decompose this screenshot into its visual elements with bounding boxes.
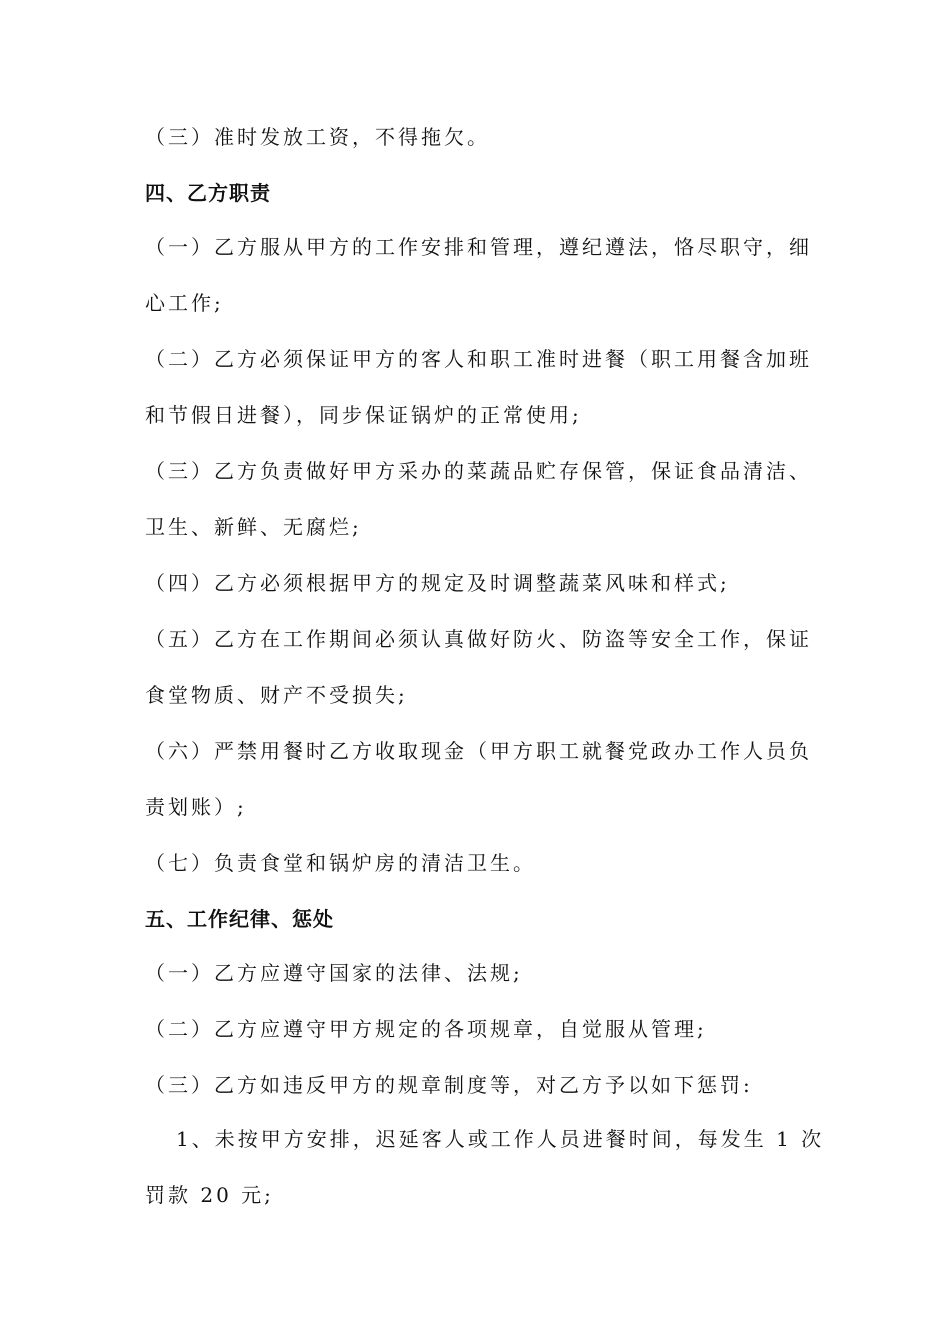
clause-4-3-line-1: （三）乙方负责做好甲方采办的菜蔬品贮存保管，保证食品清洁、 (145, 459, 812, 483)
clause-3-3-wages: （三）准时发放工资，不得拖欠。 (145, 125, 490, 149)
clause-4-6-line-1: （六）严禁用餐时乙方收取现金（甲方职工就餐党政办工作人员负 (145, 739, 812, 763)
clause-4-2-line-1: （二）乙方必须保证甲方的客人和职工准时进餐（职工用餐含加班 (145, 347, 812, 371)
clause-4-3-line-2: 卫生、新鲜、无腐烂; (145, 515, 362, 539)
clause-4-4: （四）乙方必须根据甲方的规定及时调整蔬菜风味和样式; (145, 571, 730, 595)
penalty-1-line-2: 罚款 20 元; (145, 1183, 274, 1207)
clause-4-2-line-2: 和节假日进餐），同步保证锅炉的正常使用; (145, 403, 582, 427)
clause-5-2: （二）乙方应遵守甲方规定的各项规章，自觉服从管理; (145, 1017, 707, 1041)
section-4-heading: 四、乙方职责 (145, 181, 271, 205)
clause-4-7: （七）负责食堂和锅炉房的清洁卫生。 (145, 851, 536, 875)
clause-4-5-line-2: 食堂物质、财产不受损失; (145, 683, 408, 707)
clause-4-5-line-1: （五）乙方在工作期间必须认真做好防火、防盗等安全工作，保证 (145, 627, 812, 651)
clause-4-1-line-1: （一）乙方服从甲方的工作安排和管理，遵纪遵法，恪尽职守，细 (145, 235, 812, 259)
clause-5-1: （一）乙方应遵守国家的法律、法规; (145, 961, 523, 985)
clause-4-6-line-2: 责划账）; (145, 795, 247, 819)
clause-4-1-line-2: 心工作; (145, 291, 224, 315)
clause-5-3: （三）乙方如违反甲方的规章制度等，对乙方予以如下惩罚: (145, 1073, 753, 1097)
section-5-heading: 五、工作纪律、惩处 (145, 907, 334, 931)
penalty-1-line-1: 1、未按甲方安排，迟延客人或工作人员进餐时间，每发生 1 次 (176, 1127, 825, 1151)
